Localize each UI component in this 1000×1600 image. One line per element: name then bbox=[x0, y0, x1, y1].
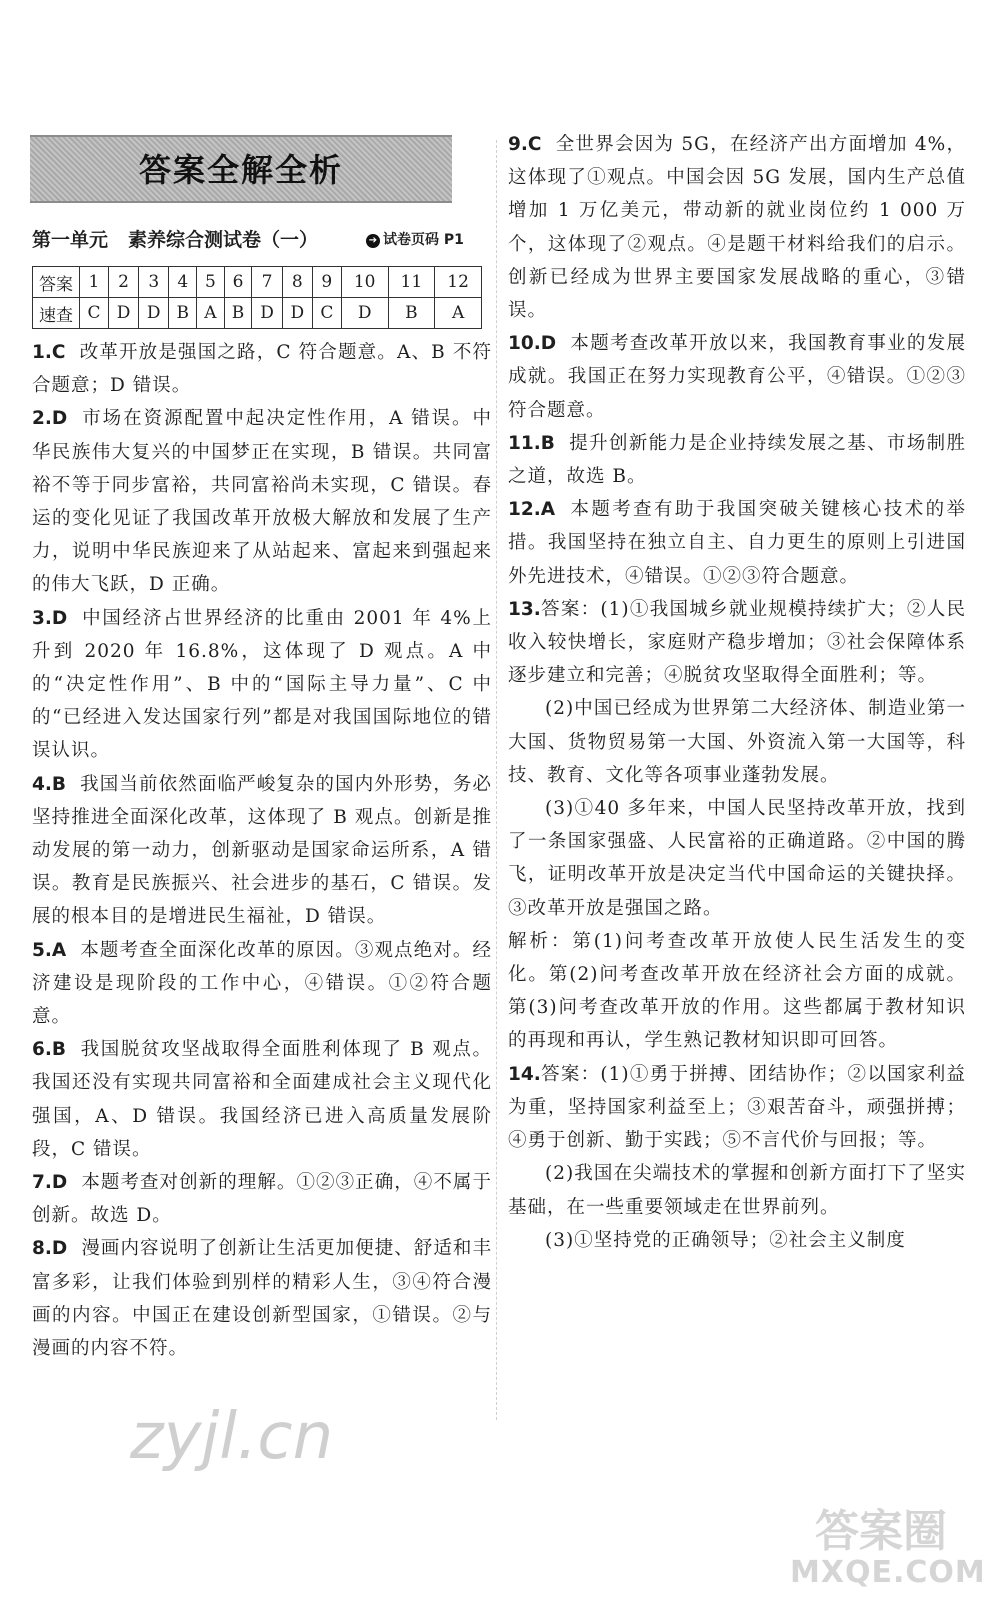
answer-cell: D bbox=[282, 298, 312, 329]
answer-cell: B bbox=[388, 298, 435, 329]
item-number: 12.A bbox=[508, 499, 556, 521]
answer-item bbox=[508, 493, 966, 593]
item-number: 1.C bbox=[32, 342, 66, 363]
answer-cell: C bbox=[312, 298, 341, 329]
item-text: 本题考查全面深化改革的原因。③观点绝对。经济建设是现阶段的工作中心，④错误。①②符合题意。 bbox=[32, 939, 492, 1028]
answer-item bbox=[508, 128, 966, 327]
page-title: 答案全解全析 bbox=[138, 151, 343, 189]
question-number: 6 bbox=[224, 267, 252, 298]
question-number: 1 bbox=[80, 267, 109, 298]
answer-cell: B bbox=[169, 298, 197, 329]
answer-paragraph: (3)①40 多年来，中国人民坚持改革开放，找到了一条国家强盛、人民富裕的正确道路。②中国的腾飞，证明改革开放是决定当代中国命运的关键抉择。③改革开放是强国之路。 bbox=[508, 798, 966, 919]
answer-paragraph: (2)中国已经成为世界第二大经济体、制造业第一大国、货物贸易第一大国、外资流入第一大国等，科技、教育、文化等各项事业蓬勃发展。 bbox=[508, 698, 966, 786]
table-row bbox=[33, 298, 482, 329]
item-number: 14. bbox=[508, 1063, 541, 1085]
answer-cell: D bbox=[341, 298, 388, 329]
answer-item bbox=[32, 1232, 492, 1365]
question-number: 2 bbox=[108, 267, 138, 298]
question-number: 10 bbox=[341, 267, 388, 298]
item-number: 9.C bbox=[508, 134, 542, 155]
item-text: 改革开放是强国之路，C 符合题意。A、B 不符合题意；D 错误。 bbox=[32, 342, 492, 397]
question-number: 12 bbox=[435, 267, 482, 298]
item-text: 本题考查改革开放以来，我国教育事业的发展成就。我国正在努力实现教育公平，④错误。①②③符合题意。 bbox=[508, 333, 966, 421]
item-text: 我国脱贫攻坚战取得全面胜利体现了 B 观点。我国还没有实现共同富裕和全面建成社会主义现代化强国，A、D 错误。我国经济已进入高质量发展阶段，C 错误。 bbox=[32, 1039, 492, 1160]
answer-item bbox=[32, 934, 492, 1034]
left-column bbox=[32, 336, 492, 1365]
arrow-right-icon: ➔ bbox=[366, 234, 380, 248]
answer-item bbox=[508, 427, 966, 493]
answer-cell: B bbox=[224, 298, 252, 329]
item-text: 答案：(1)①我国城乡就业规模持续扩大；②人民收入较快增长，家庭财产稳步增加；③社会保障体系逐步建立和完善；④脱贫攻坚取得全面胜利；等。 bbox=[508, 598, 966, 687]
unit-subtitle: 素养综合测试卷（一） bbox=[128, 229, 319, 251]
item-number: 3.D bbox=[32, 607, 68, 629]
item-text: 本题考查有助于我国突破关键核心技术的举措。我国坚持在独立自主、自力更生的原则上引进国外先进技术，④错误。①②③符合题意。 bbox=[508, 499, 966, 587]
item-number: 5.A bbox=[32, 939, 67, 961]
item-text: 我国当前依然面临严峻复杂的国内外形势，务必坚持推进全面深化改革，这体现了 B 观点。创新是推动发展的第一动力，创新驱动是国家命运所系，A 错误。教育是民族振兴、社会进步的基石，C 错误。发展的根本目的是增进民生福祉，D 错误。 bbox=[32, 773, 492, 928]
item-text: 漫画内容说明了创新让生活更加便捷、舒适和丰富多彩，让我们体验到别样的精彩人生，③④符合漫画的内容。中国正在建设创新型国家，①错误。②与漫画的内容不符。 bbox=[32, 1238, 492, 1360]
answer-item bbox=[32, 602, 492, 768]
item-text: 全世界会因为 5G，在经济产出方面增加 4%，这体现了①观点。中国会因 5G 发展，国内生产总值增加 1 万亿美元，带动新的就业岗位约 1 000 万个，这体现了②观点。④是题干材料给我们的启示。创新已经成为世界主要国家发展战略的重心，③错误。 bbox=[508, 134, 966, 322]
question-number: 11 bbox=[388, 267, 435, 298]
answer-cell: A bbox=[435, 298, 482, 329]
answer-item-13 bbox=[508, 593, 966, 693]
answer-item-14 bbox=[508, 1058, 966, 1158]
answer-item bbox=[32, 1033, 492, 1166]
answer-paragraph: (3)①坚持党的正确领导；②社会主义制度 bbox=[545, 1229, 906, 1251]
answer-cell: D bbox=[108, 298, 138, 329]
answer-paragraph: (2)我国在尖端技术的掌握和创新方面打下了坚实基础，在一些重要领域走在世界前列。 bbox=[508, 1163, 966, 1218]
analysis-paragraph: 解析：第(1)问考查改革开放使人民生活发生的变化。第(2)问考查改革开放在经济社会方面的成就。第(3)问考查改革开放的作用。这些都属于教材知识的再现和再认，学生熟记教材知识即可回答。 bbox=[508, 930, 966, 1052]
answer-cell: D bbox=[139, 298, 169, 329]
item-text: 市场在资源配置中起决定性作用，A 错误。中华民族伟大复兴的中国梦正在实现，B 错误。共同富裕不等于同步富裕，共同富裕尚未实现，C 错误。春运的变化见证了我国改革开放极大解放和发展了生产力，说明中华民族迎来了从站起来、富起来到强起来的伟大飞跃，D 正确。 bbox=[32, 408, 492, 596]
item-number: 4.B bbox=[32, 773, 67, 795]
item-number: 13. bbox=[508, 598, 541, 620]
item-text: 答案：(1)①勇于拼搏、团结协作；②以国家利益为重，坚持国家利益至上；③艰苦奋斗，顽强拼搏；④勇于创新、勤于实践；⑤不言代价与回报；等。 bbox=[508, 1063, 966, 1152]
watermark-url: MXQE.COM bbox=[790, 1555, 986, 1590]
answer-item bbox=[32, 1166, 492, 1232]
answer-item bbox=[508, 327, 966, 427]
item-number: 10.D bbox=[508, 333, 557, 355]
page-ref-text: 试卷页码 P1 bbox=[383, 232, 464, 248]
question-number: 5 bbox=[197, 267, 224, 298]
item-number: 8.D bbox=[32, 1238, 68, 1260]
question-number: 4 bbox=[169, 267, 197, 298]
item-number: 7.D bbox=[32, 1172, 68, 1194]
item-number: 2.D bbox=[32, 408, 68, 430]
item-text: 提升创新能力是企业持续发展之基、市场制胜之道，故选 B。 bbox=[508, 432, 966, 488]
answer-item bbox=[32, 768, 492, 934]
item-text: 本题考查对创新的理解。①②③正确，④不属于创新。故选 D。 bbox=[32, 1172, 492, 1227]
unit-heading bbox=[32, 225, 318, 252]
unit-title: 第一单元 bbox=[32, 229, 109, 251]
row-label: 速查 bbox=[33, 298, 80, 329]
table-row bbox=[33, 267, 482, 298]
item-number: 6.B bbox=[32, 1039, 67, 1061]
question-number: 9 bbox=[312, 267, 341, 298]
title-banner bbox=[30, 135, 452, 203]
question-number: 8 bbox=[282, 267, 312, 298]
watermark-zyjl: zyjl.cn bbox=[130, 1400, 334, 1474]
watermark-logo: 答案圈 bbox=[815, 1506, 947, 1557]
answer-quick-table bbox=[32, 266, 482, 329]
answer-item bbox=[32, 402, 492, 601]
column-divider bbox=[496, 140, 497, 1420]
answer-cell: D bbox=[252, 298, 282, 329]
question-number: 3 bbox=[139, 267, 169, 298]
answer-cell: C bbox=[80, 298, 109, 329]
item-text: 中国经济占世界经济的比重由 2001 年 4%上升到 2020 年 16.8%，这体现了 D 观点。A 中的“决定性作用”、B 中的“国际主导力量”、C 中的“已经进入发达国家行列”都是对我国国际地位的错误认识。 bbox=[32, 607, 492, 762]
answer-item bbox=[32, 336, 492, 402]
right-column bbox=[508, 128, 966, 1257]
item-number: 11.B bbox=[508, 432, 555, 454]
question-number: 7 bbox=[252, 267, 282, 298]
answer-cell: A bbox=[197, 298, 224, 329]
page-reference bbox=[366, 229, 464, 249]
row-label: 答案 bbox=[33, 267, 80, 298]
